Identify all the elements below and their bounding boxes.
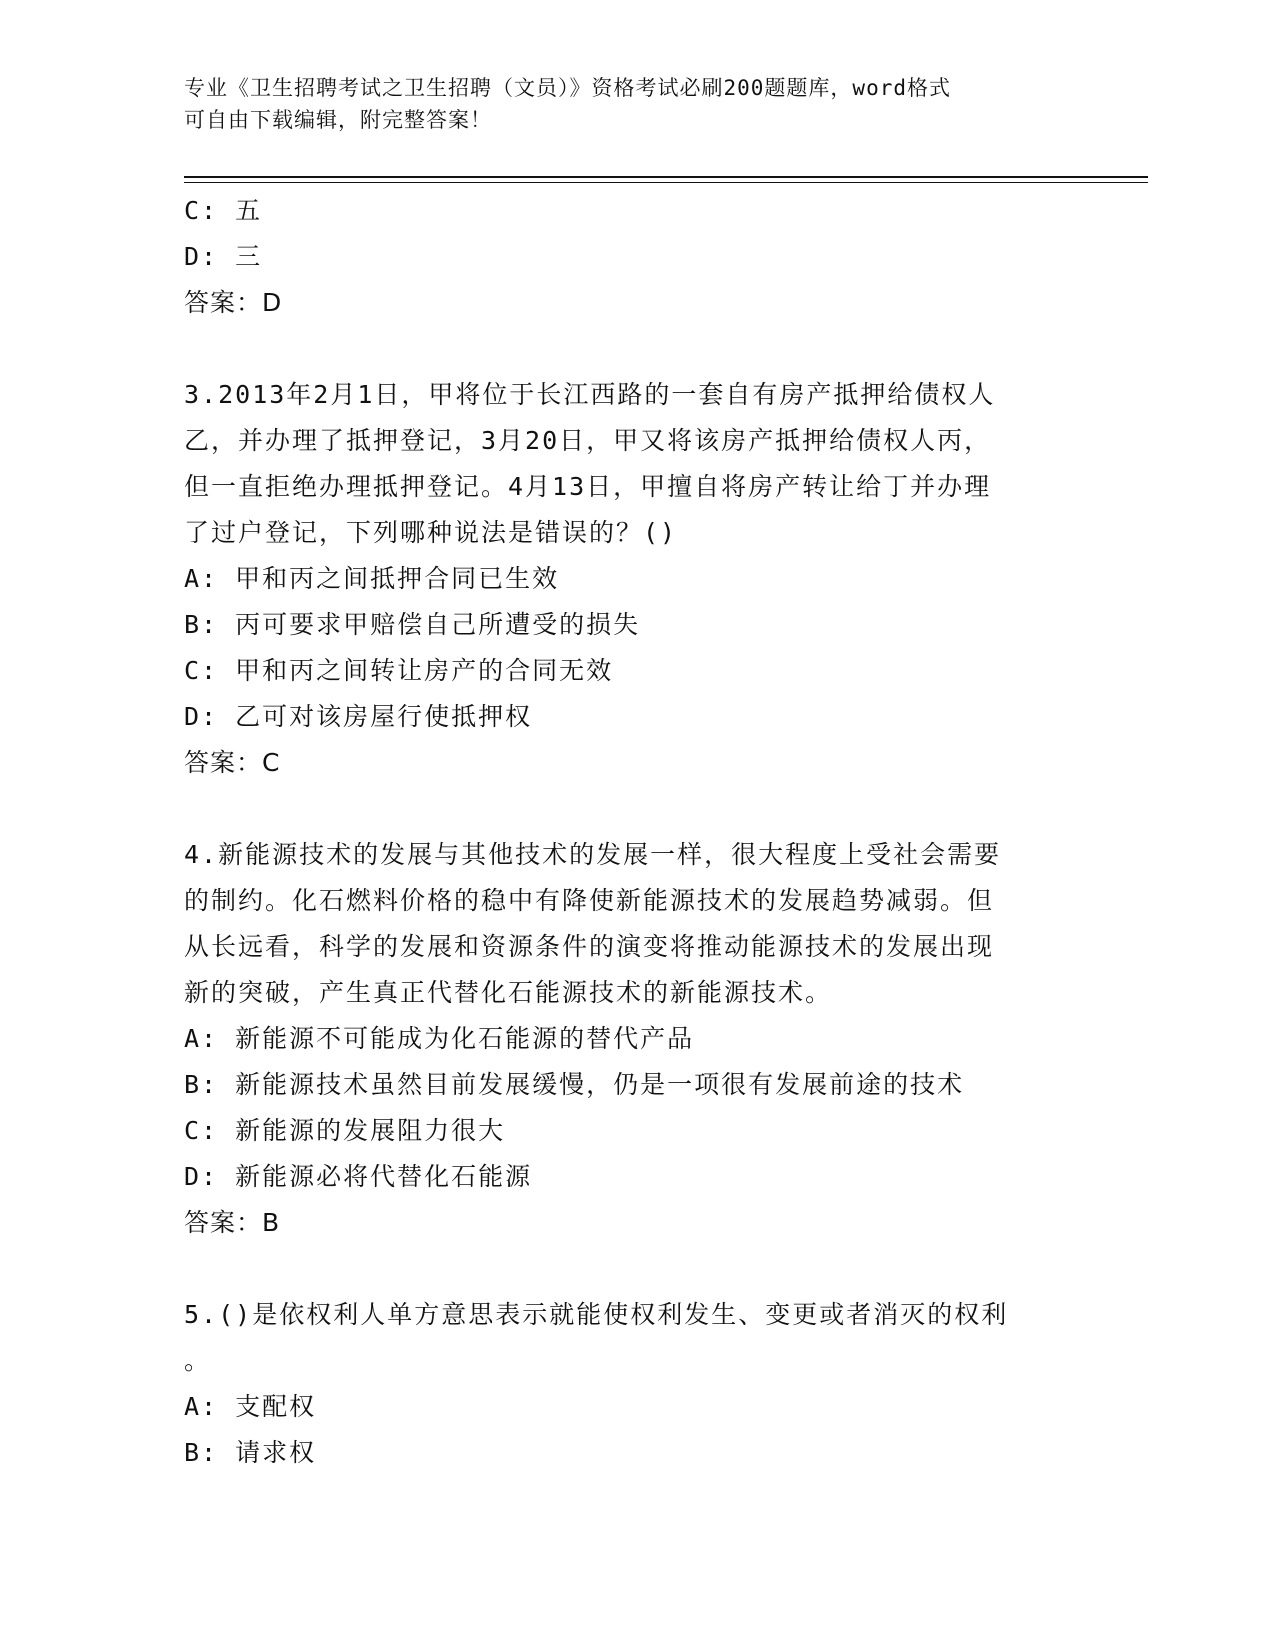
question-list: [184, 188, 1064, 1476]
option: B: 丙可要求甲赔偿自己所遭受的损失: [184, 610, 641, 639]
question-text: 5.()是依权利人单方意思表示就能使权利发生、变更或者消灭的权利: [184, 1300, 1009, 1329]
document-header: [184, 72, 1064, 136]
question-text: 的制约。化石燃料价格的稳中有降使新能源技术的发展趋势减弱。但: [184, 886, 995, 915]
question-3: [184, 372, 1064, 786]
header-rule-thin: [184, 182, 1148, 183]
prev-question: [184, 188, 1064, 326]
answer: 答案：D: [184, 288, 283, 317]
spacer: [184, 786, 1064, 832]
question-text: 新的突破，产生真正代替化石能源技术的新能源技术。: [184, 978, 833, 1007]
option: B: 请求权: [184, 1438, 317, 1467]
question-text: 但一直拒绝办理抵押登记。4月13日，甲擅自将房产转让给丁并办理: [184, 472, 992, 501]
question-text: 从长远看，科学的发展和资源条件的演变将推动能源技术的发展出现: [184, 932, 995, 961]
option: C: 甲和丙之间转让房产的合同无效: [184, 656, 614, 685]
option: D: 新能源必将代替化石能源: [184, 1162, 533, 1191]
spacer: [184, 326, 1064, 372]
option: D: 乙可对该房屋行使抵押权: [184, 702, 533, 731]
option: C: 新能源的发展阻力很大: [184, 1116, 506, 1145]
answer: 答案：B: [184, 1208, 281, 1237]
option: B: 新能源技术虽然目前发展缓慢，仍是一项很有发展前途的技术: [184, 1070, 965, 1099]
question-text: 了过户登记，下列哪种说法是错误的？(): [184, 518, 678, 547]
question-text: 4.新能源技术的发展与其他技术的发展一样，很大程度上受社会需要: [184, 840, 1002, 869]
option: D: 三: [184, 242, 263, 271]
question-text: 3.2013年2月1日，甲将位于长江西路的一套自有房产抵押给债权人: [184, 380, 996, 409]
spacer: [184, 1246, 1064, 1292]
question-text: 乙，并办理了抵押登记，3月20日，甲又将该房产抵押给债权人丙，: [184, 426, 992, 455]
option: C: 五: [184, 196, 263, 225]
option: A: 新能源不可能成为化石能源的替代产品: [184, 1024, 695, 1053]
question-4: [184, 832, 1064, 1246]
header-rule-thick: [184, 176, 1148, 178]
answer: 答案：C: [184, 748, 281, 777]
header-line-2: 可自由下载编辑，附完整答案！: [184, 108, 492, 132]
option: A: 支配权: [184, 1392, 317, 1421]
question-text: 。: [184, 1346, 212, 1375]
question-5: [184, 1292, 1064, 1476]
header-line-1: 专业《卫生招聘考试之卫生招聘（文员）》资格考试必刷200题题库，word格式: [184, 76, 951, 100]
option: A: 甲和丙之间抵押合同已生效: [184, 564, 560, 593]
